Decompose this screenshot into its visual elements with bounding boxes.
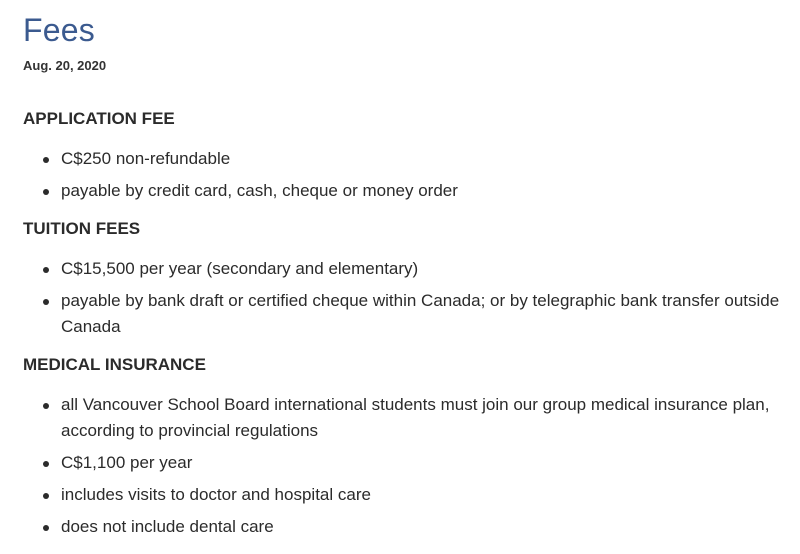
bullet-icon [43,299,49,305]
list-item-text: C$1,100 per year [61,453,193,472]
bullet-icon [43,525,49,531]
bullet-icon [43,493,49,499]
section-heading: MEDICAL INSURANCE [23,355,206,374]
section-application-fee [23,108,800,204]
bullet-icon [43,189,49,195]
list-item-text: payable by credit card, cash, cheque or money order [61,181,458,200]
medical-insurance-list [23,392,800,540]
tuition-fees-list [23,256,800,340]
list-item [23,256,781,282]
section-heading: TUITION FEES [23,219,141,238]
list-item-text: payable by bank draft or certified cheque within Canada; or by telegraphic bank transfer outside Canada [61,291,780,336]
list-item [23,514,781,540]
list-item [23,146,781,172]
list-item-text: includes visits to doctor and hospital care [61,485,371,504]
application-fee-list [23,146,800,204]
list-item [23,482,781,508]
section-heading: APPLICATION FEE [23,109,175,128]
list-item-text: C$15,500 per year (secondary and elementary) [61,259,419,278]
publish-date: Aug. 20, 2020 [23,58,107,73]
list-item-text: C$250 non-refundable [61,149,231,168]
list-item [23,450,781,476]
list-item [23,392,781,444]
page-title: Fees [23,12,95,48]
list-item-text: does not include dental care [61,517,274,536]
bullet-icon [43,403,49,409]
bullet-icon [43,157,49,163]
list-item [23,288,781,340]
bullet-icon [43,461,49,467]
section-tuition-fees [23,218,800,340]
list-item [23,178,781,204]
section-medical-insurance [23,354,800,540]
list-item-text: all Vancouver School Board international students must join our group medical insurance plan, according to provincial regulations [61,395,770,440]
bullet-icon [43,267,49,273]
